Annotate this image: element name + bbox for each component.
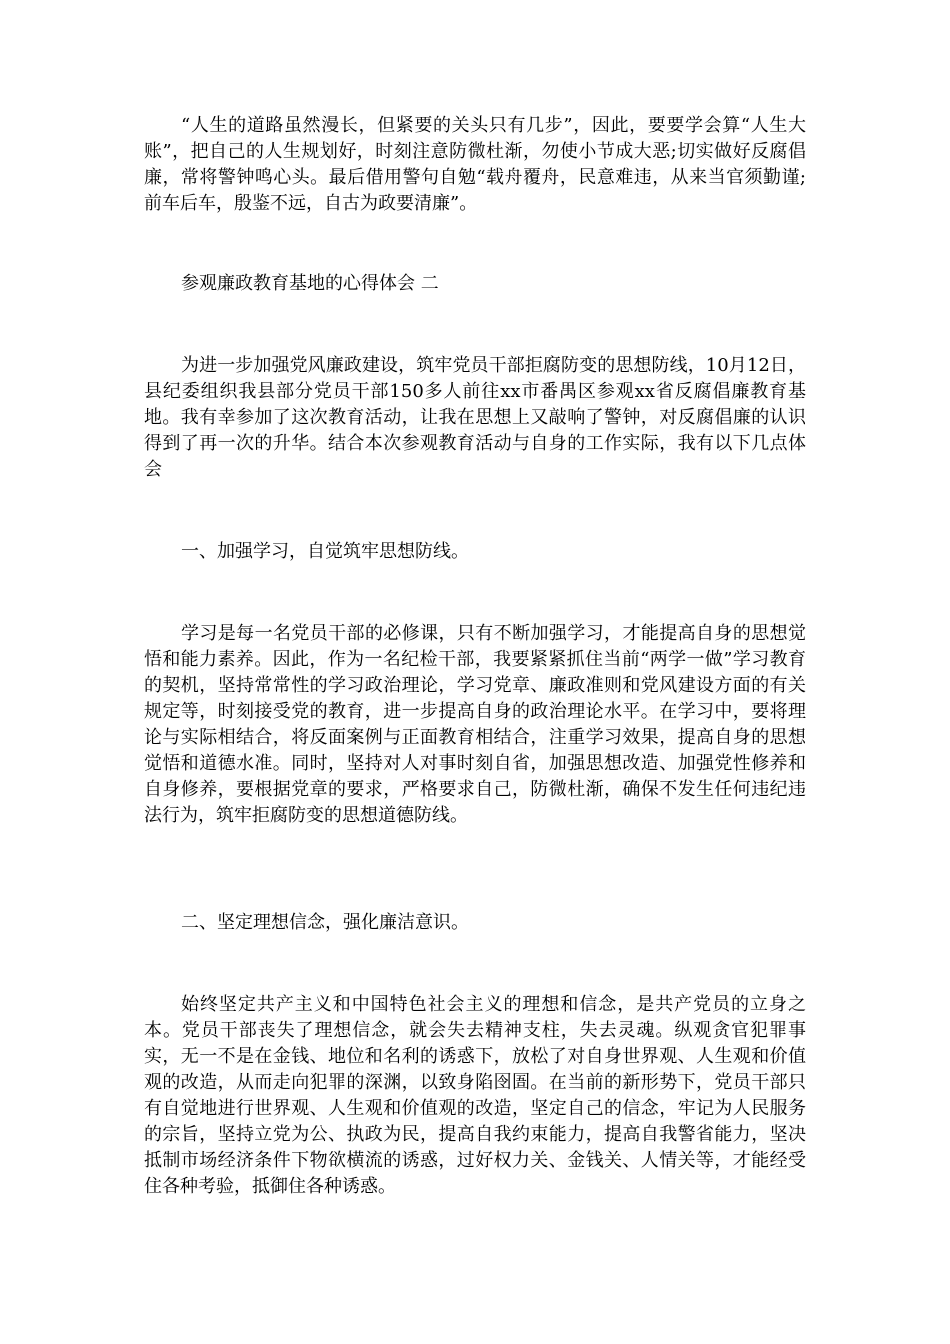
paragraph-point-one: 学习是每一名党员干部的必修课，只有不断加强学习，才能提高自身的思想觉悟和能力素养。因此，作为一名纪检干部，我要紧紧抓住当前“两学一做”学习教育的契机，坚持常常性的学习政治理论，学习党章、廉政准则和党风建设方面的有关规定等，时刻接受党的教育，进一步提高自身的政治理论水平。在学习中，要将理论与实际相结合，将反面案例与正面教育相结合，注重学习效果，提高自身的思想觉悟和道德水准。同时，坚持对人对事时刻自省，加强思想改造、加强党性修养和自身修养，要根据党章的要求，严格要求自己，防微杜渐，确保不发生任何违纪违法行为，筑牢拒腐防变的思想道德防线。 bbox=[144, 623, 806, 826]
paragraph-intro: 为进一步加强党风廉政建设，筑牢党员干部拒腐防变的思想防线，10月12日，县纪委组织我县部分党员干部150多人前往xx市番禺区参观xx省反腐倡廉教育基地。我有幸参加了这次教育活动，让我在思想上又敲响了警钟，对反腐倡廉的认识得到了再一次的升华。结合本次参观教育活动与自身的工作实际，我有以下几点体会 bbox=[144, 355, 806, 480]
section-title: 参观廉政教育基地的心得体会 二 bbox=[181, 273, 439, 294]
paragraph-point-two: 始终坚定共产主义和中国特色社会主义的理想和信念，是共产党员的立身之本。党员干部丧失了理想信念，就会失去精神支柱，失去灵魂。纵观贪官犯罪事实，无一不是在金钱、地位和名利的诱惑下，放松了对自身世界观、人生观和价值观的改造，从而走向犯罪的深渊，以致身陷囹圄。在当前的新形势下，党员干部只有自觉地进行世界观、人生观和价值观的改造，坚定自己的信念，牢记为人民服务的宗旨，坚持立党为公、执政为民，提高自我约束能力，提高自我警省能力，坚决抵制市场经济条件下物欲横流的诱惑，过好权力关、金钱关、人情关等，才能经受住各种考验，抵御住各种诱惑。 bbox=[144, 994, 806, 1197]
heading-point-one: 一、加强学习，自觉筑牢思想防线。 bbox=[181, 541, 469, 562]
heading-point-two: 二、坚定理想信念，强化廉洁意识。 bbox=[181, 912, 469, 933]
paragraph-conclusion: “人生的道路虽然漫长，但紧要的关头只有几步”，因此，要要学会算“人生大账”，把自己的人生规划好，时刻注意防微杜渐，勿使小节成大恶;切实做好反腐倡廉，常将警钟鸣心头。最后借用警句自勉“载舟覆舟，民意难违，从来当官须勤谨;前车后车，殷鉴不远，自古为政要清廉”。 bbox=[144, 115, 806, 214]
